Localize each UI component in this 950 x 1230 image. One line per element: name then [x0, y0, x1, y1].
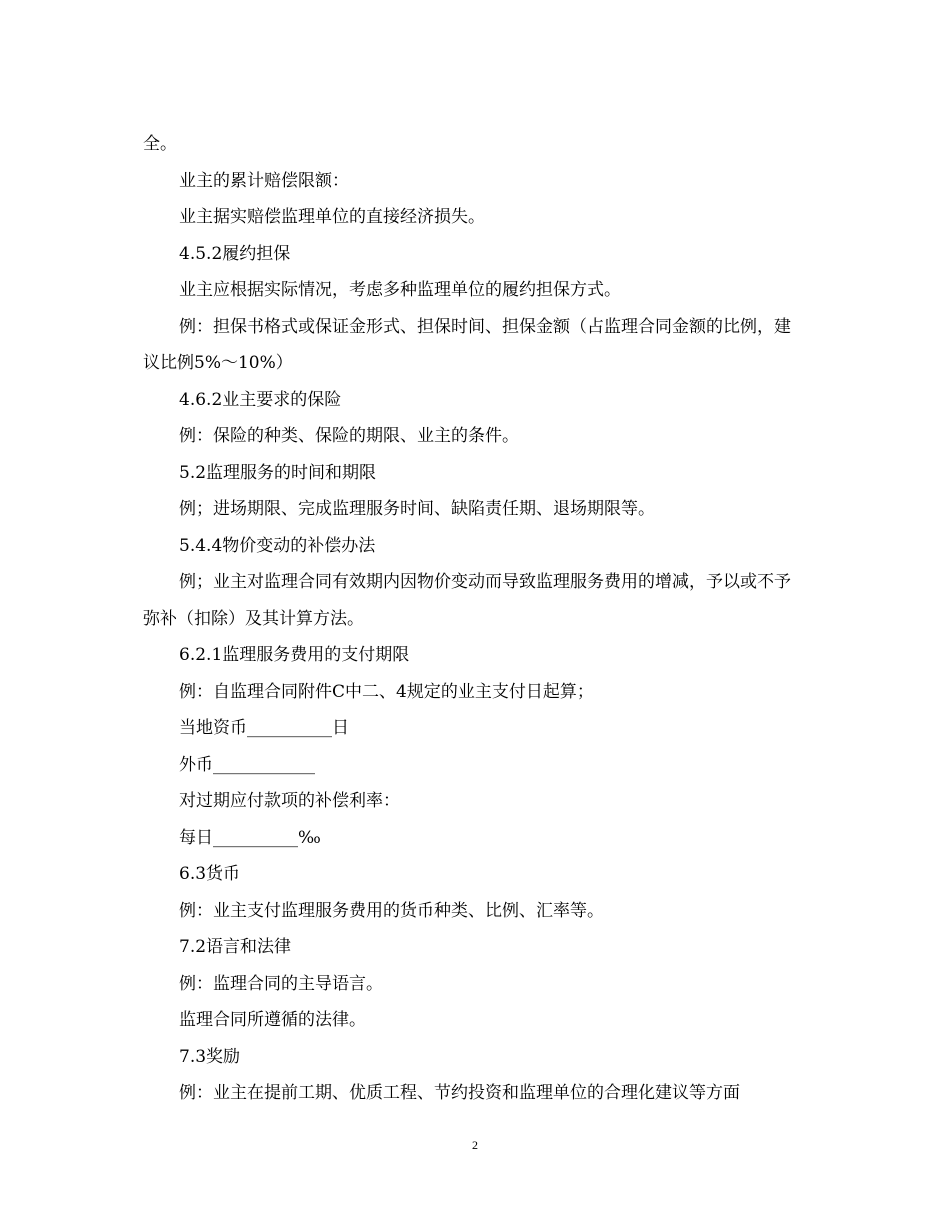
paragraph: 业主的累计赔偿限额： [179, 170, 349, 191]
page-body [143, 126, 803, 1112]
section-heading: 7.2语言和法律 [179, 937, 292, 957]
paragraph: 业主据实赔偿监理单位的直接经济损失。 [179, 207, 485, 227]
section-heading: 7.3奖励 [179, 1046, 241, 1067]
paragraph: 例：监理合同的主导语言。 [179, 973, 383, 994]
paragraph: 例：自监理合同附件C中二、4规定的业主支付日起算； [179, 681, 594, 702]
paragraph: 例：保险的种类、保险的期限、业主的条件。 [179, 426, 519, 446]
paragraph: 监理合同所遵循的法律。 [179, 1010, 366, 1030]
section-heading: 4.6.2业主要求的保险 [179, 389, 342, 410]
page-number: 2 [472, 1138, 478, 1152]
paragraph: 例；业主对监理合同有效期内因物价变动而导致监理服务费用的增减，予以或不予弥补（扣除）及其计算方法。 [143, 572, 791, 629]
section-heading: 6.3货币 [179, 864, 241, 884]
fill-in-line: 外币____________ [179, 754, 315, 775]
paragraph: 例：业主在提前工期、优质工程、节约投资和监理单位的合理化建议等方面 [179, 1083, 740, 1103]
section-heading: 6.2.1监理服务费用的支付期限 [179, 645, 410, 665]
paragraph: 例：业主支付监理服务费用的货币种类、比例、汇率等。 [179, 900, 604, 921]
fill-in-line: 当地资币__________日 [179, 718, 349, 738]
section-heading: 5.2监理服务的时间和期限 [179, 462, 377, 483]
section-heading: 4.5.2履约担保 [179, 243, 291, 264]
paragraph: 对过期应付款项的补偿利率： [179, 791, 400, 811]
paragraph: 全。 [143, 134, 177, 154]
section-heading: 5.4.4物价变动的补偿办法 [179, 535, 376, 556]
paragraph: 例；进场期限、完成监理服务时间、缺陷责任期、退场期限等。 [179, 499, 655, 519]
paragraph: 例：担保书格式或保证金形式、担保时间、担保金额（占监理合同金额的比例，建议比例5%～10%） [143, 316, 791, 373]
paragraph: 业主应根据实际情况，考虑多种监理单位的履约担保方式。 [179, 280, 621, 300]
fill-in-line: 每日__________‰ [179, 827, 321, 848]
